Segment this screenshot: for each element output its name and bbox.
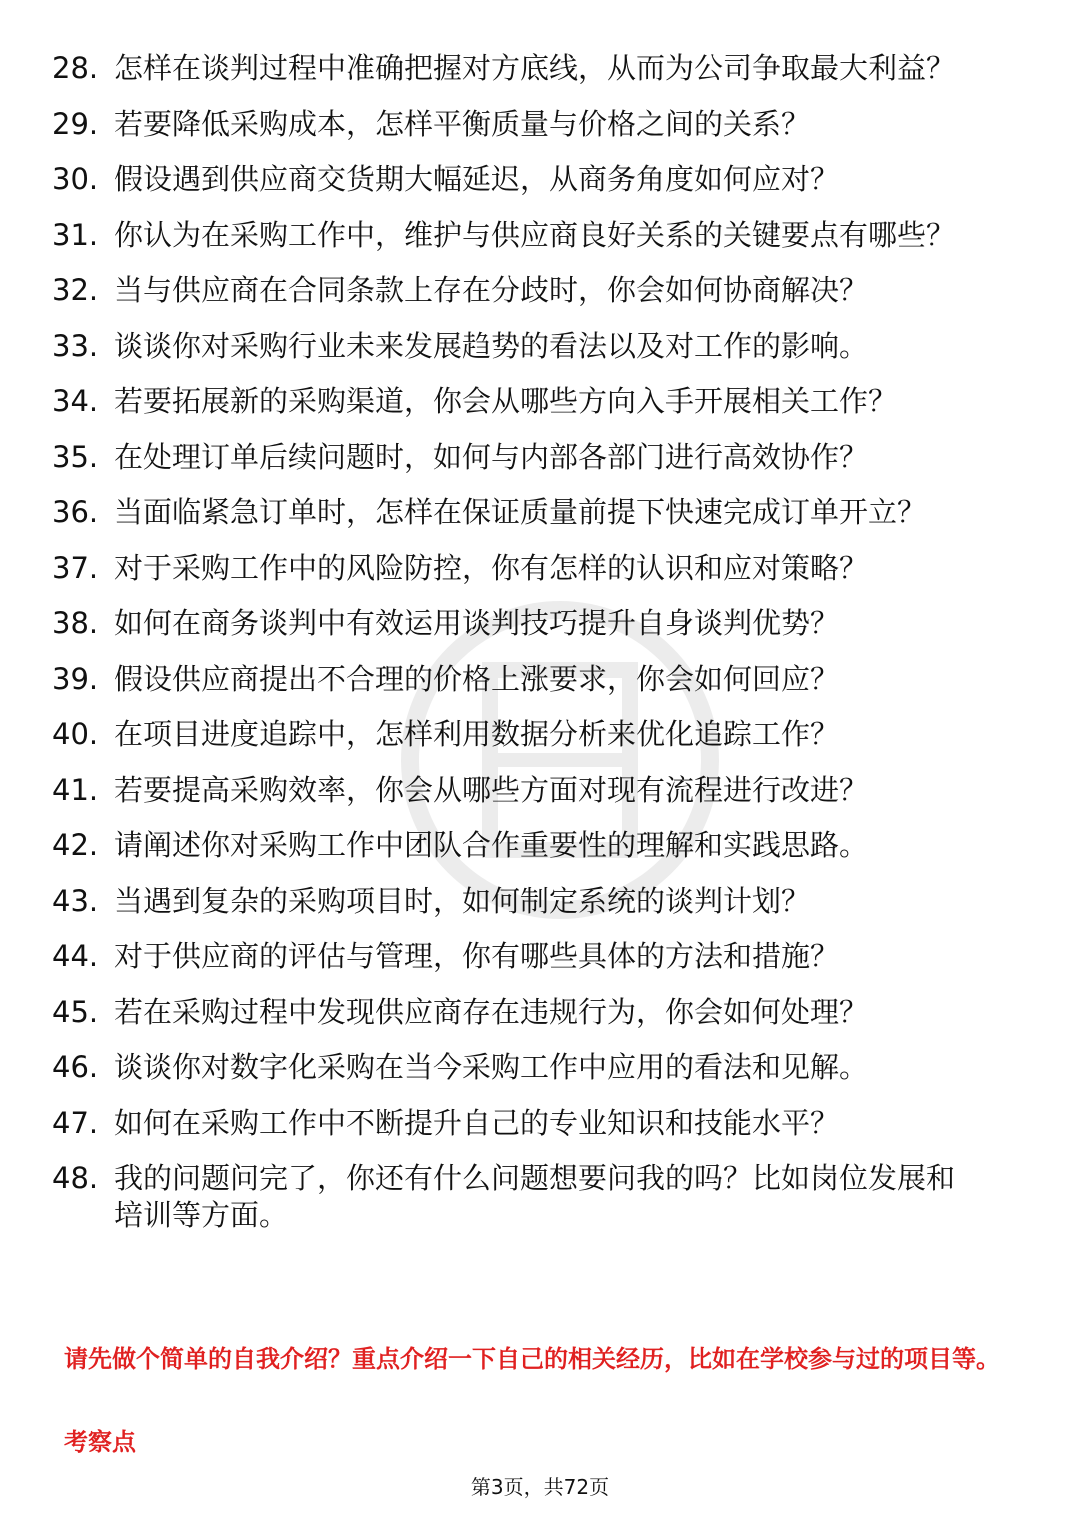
question-number: 37. <box>52 550 99 585</box>
question-item <box>52 106 1012 143</box>
question-item <box>52 494 1012 531</box>
question-text: 我的问题问完了，你还有什么问题想要问我的吗？比如岗位发展和培训等方面。 <box>114 1161 956 1232</box>
question-number: 28. <box>52 51 99 85</box>
question-item <box>52 272 1012 309</box>
question-item <box>52 161 1012 198</box>
question-text: 怎样在谈判过程中准确把握对方底线，从而为公司争取最大利益？ <box>114 51 956 85</box>
question-number: 35. <box>52 439 99 474</box>
question-text: 在项目进度追踪中，怎样利用数据分析来优化追踪工作？ <box>114 717 840 751</box>
question-text: 假设遇到供应商交货期大幅延迟，从商务角度如何应对？ <box>114 162 840 196</box>
question-item <box>52 328 1012 365</box>
question-number: 48. <box>52 1161 99 1195</box>
question-number: 46. <box>52 1050 99 1084</box>
question-number: 42. <box>52 828 99 862</box>
question-text: 在处理订单后续问题时，如何与内部各部门进行高效协作？ <box>114 439 869 474</box>
question-number: 31. <box>52 217 99 252</box>
question-item <box>52 50 1012 87</box>
question-item <box>52 605 1012 642</box>
question-number: 36. <box>52 495 99 529</box>
question-item <box>52 1105 1012 1142</box>
question-number: 30. <box>52 162 99 196</box>
question-text: 如何在商务谈判中有效运用谈判技巧提升自身谈判优势？ <box>114 606 840 640</box>
question-number: 29. <box>52 106 99 141</box>
question-item <box>52 827 1012 864</box>
question-number: 41. <box>52 772 99 807</box>
question-text: 谈谈你对采购行业未来发展趋势的看法以及对工作的影响。 <box>114 328 869 363</box>
question-text: 假设供应商提出不合理的价格上涨要求，你会如何回应？ <box>114 661 840 696</box>
question-text: 当与供应商在合同条款上存在分歧时，你会如何协商解决？ <box>114 273 869 307</box>
question-item <box>52 994 1012 1031</box>
question-item <box>52 217 1012 254</box>
question-number: 43. <box>52 883 99 918</box>
question-number: 44. <box>52 939 99 973</box>
question-number: 32. <box>52 273 99 307</box>
question-item <box>52 772 1012 809</box>
question-item <box>52 883 1012 920</box>
question-text: 当遇到复杂的采购项目时，如何制定系统的谈判计划？ <box>114 883 811 918</box>
question-item <box>52 938 1012 975</box>
page-number: 第3页，共72页 <box>470 1475 610 1499</box>
question-number: 47. <box>52 1105 99 1140</box>
question-text: 当面临紧急订单时，怎样在保证质量前提下快速完成订单开立？ <box>114 495 927 529</box>
question-list <box>52 50 1012 1253</box>
question-number: 33. <box>52 328 99 363</box>
question-text: 若要拓展新的采购渠道，你会从哪些方向入手开展相关工作？ <box>114 384 898 418</box>
section-heading: 考察点 <box>64 1428 136 1456</box>
question-item <box>52 661 1012 698</box>
question-text: 对于采购工作中的风险防控，你有怎样的认识和应对策略？ <box>114 550 869 585</box>
question-item <box>52 1160 1012 1234</box>
question-number: 45. <box>52 994 99 1029</box>
highlighted-question: 请先做个简单的自我介绍？重点介绍一下自己的相关经历，比如在学校参与过的项目等。 <box>64 1345 1000 1373</box>
question-text: 若要提高采购效率，你会从哪些方面对现有流程进行改进？ <box>114 772 869 807</box>
question-number: 39. <box>52 661 99 696</box>
question-item <box>52 383 1012 420</box>
question-text: 如何在采购工作中不断提升自己的专业知识和技能水平？ <box>114 1105 840 1140</box>
question-item <box>52 716 1012 753</box>
question-text: 请阐述你对采购工作中团队合作重要性的理解和实践思路。 <box>114 828 869 862</box>
question-text: 若在采购过程中发现供应商存在违规行为，你会如何处理？ <box>114 994 869 1029</box>
question-text: 你认为在采购工作中，维护与供应商良好关系的关键要点有哪些？ <box>114 217 956 252</box>
question-item <box>52 439 1012 476</box>
question-item <box>52 1049 1012 1086</box>
question-number: 38. <box>52 606 99 640</box>
question-text: 谈谈你对数字化采购在当今采购工作中应用的看法和见解。 <box>114 1050 869 1084</box>
question-text: 对于供应商的评估与管理，你有哪些具体的方法和措施？ <box>114 939 840 973</box>
question-number: 40. <box>52 717 99 751</box>
question-item <box>52 550 1012 587</box>
question-number: 34. <box>52 384 99 418</box>
question-text: 若要降低采购成本，怎样平衡质量与价格之间的关系？ <box>114 106 811 141</box>
